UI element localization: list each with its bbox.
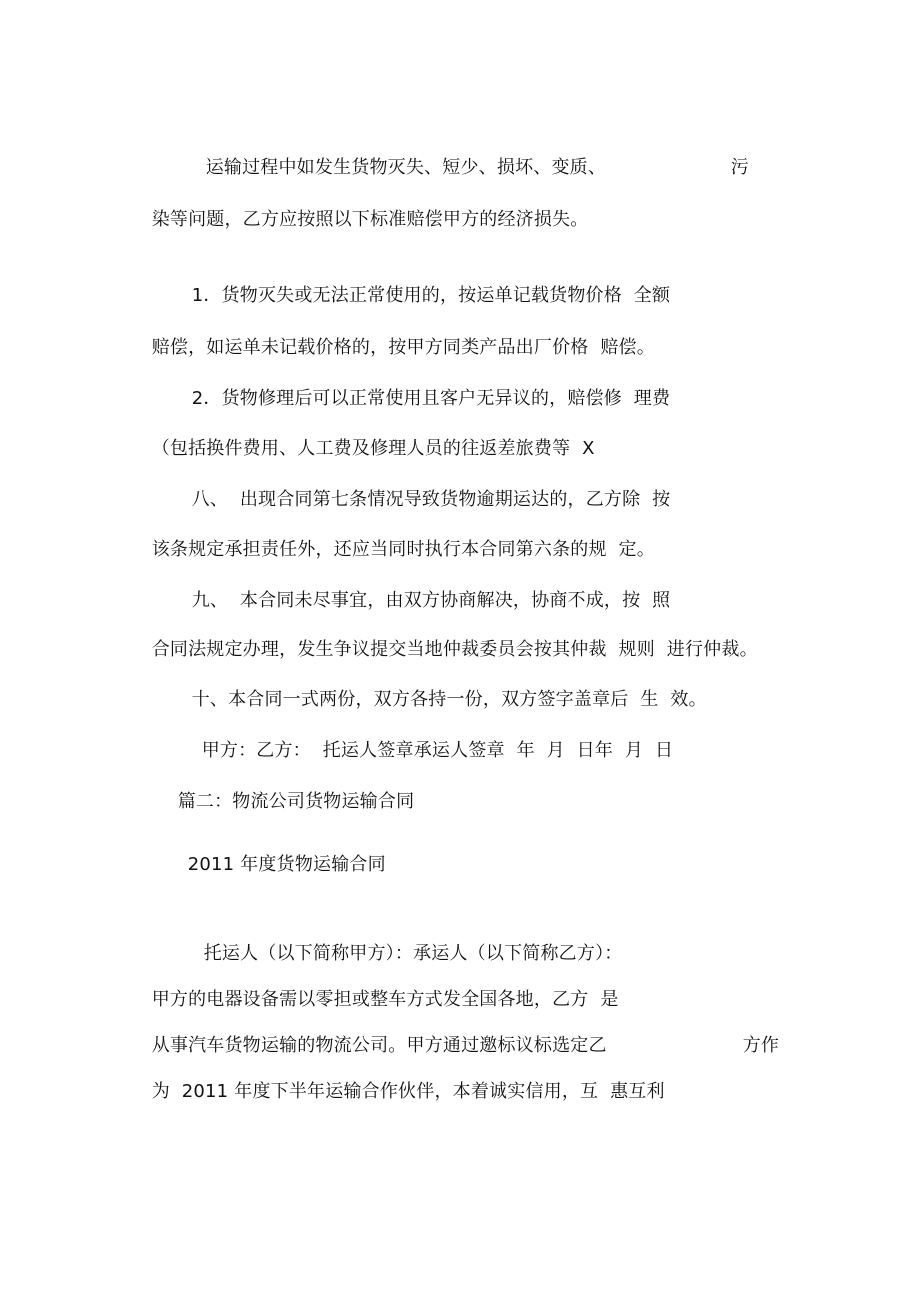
text-segment: 2011 年度货物运输合同 bbox=[187, 854, 386, 875]
text-segment: 八、 出现合同第七条情况导致货物逾期运达的，乙方除 按 bbox=[191, 489, 671, 510]
text-segment: 该条规定承担责任外，还应当同时执行本合同第六条的规 定。 bbox=[151, 539, 655, 560]
text-segment: 污 bbox=[730, 157, 749, 178]
text-segment: 为 2011 年度下半年运输合作伙伴，本着诚实信用，互 惠互利 bbox=[151, 1081, 665, 1102]
text-segment: 赔偿，如运单未记载价格的，按甲方同类产品出厂价格 赔偿。 bbox=[151, 337, 655, 358]
text-segment: 方作 bbox=[742, 1035, 780, 1056]
text-segment: 九、 本合同未尽事宜，由双方协商解决，协商不成，按 照 bbox=[191, 590, 671, 611]
text-line bbox=[707, 132, 749, 204]
text-segment: 运输过程中如发生货物灭失、短少、损坏、变质、 bbox=[205, 157, 607, 178]
text-segment: 染等问题，乙方应按照以下标准赔偿甲方的经济损失。 bbox=[151, 209, 589, 230]
section-title bbox=[154, 766, 414, 838]
text-segment: 合同法规定办理，发生争议提交当地仲裁委员会按其仲裁 规则 进行仲裁。 bbox=[151, 639, 758, 660]
text-segment: 从事汽车货物运输的物流公司。甲方通过邀标议标选定乙 bbox=[151, 1035, 607, 1056]
text-segment: 1．货物灭失或无法正常使用的，按运单记载货物价格 全额 bbox=[191, 285, 671, 306]
text-line bbox=[128, 1056, 665, 1128]
text-segment: 2．货物修理后可以正常使用且客户无异议的，赔偿修 理费 bbox=[191, 388, 671, 409]
text-segment: （包括换件费用、人工费及修理人员的往返差旅费等 X bbox=[151, 438, 595, 459]
contract-title bbox=[164, 829, 386, 901]
text-segment: 十、本合同一式两份，双方各持一份，双方签字盖章后 生 效。 bbox=[191, 689, 707, 710]
text-segment: 甲方：乙方： 托运人签章承运人签章 年 月 日年 月 日 bbox=[201, 740, 674, 761]
text-line bbox=[128, 184, 589, 256]
text-line bbox=[719, 1010, 779, 1082]
text-segment: 甲方的电器设备需以零担或整车方式发全国各地，乙方 是 bbox=[151, 989, 619, 1010]
text-segment: 托运人（以下简称甲方）：承运人（以下简称乙方）： bbox=[203, 943, 623, 964]
text-segment: 篇二：物流公司货物运输合同 bbox=[177, 791, 415, 812]
